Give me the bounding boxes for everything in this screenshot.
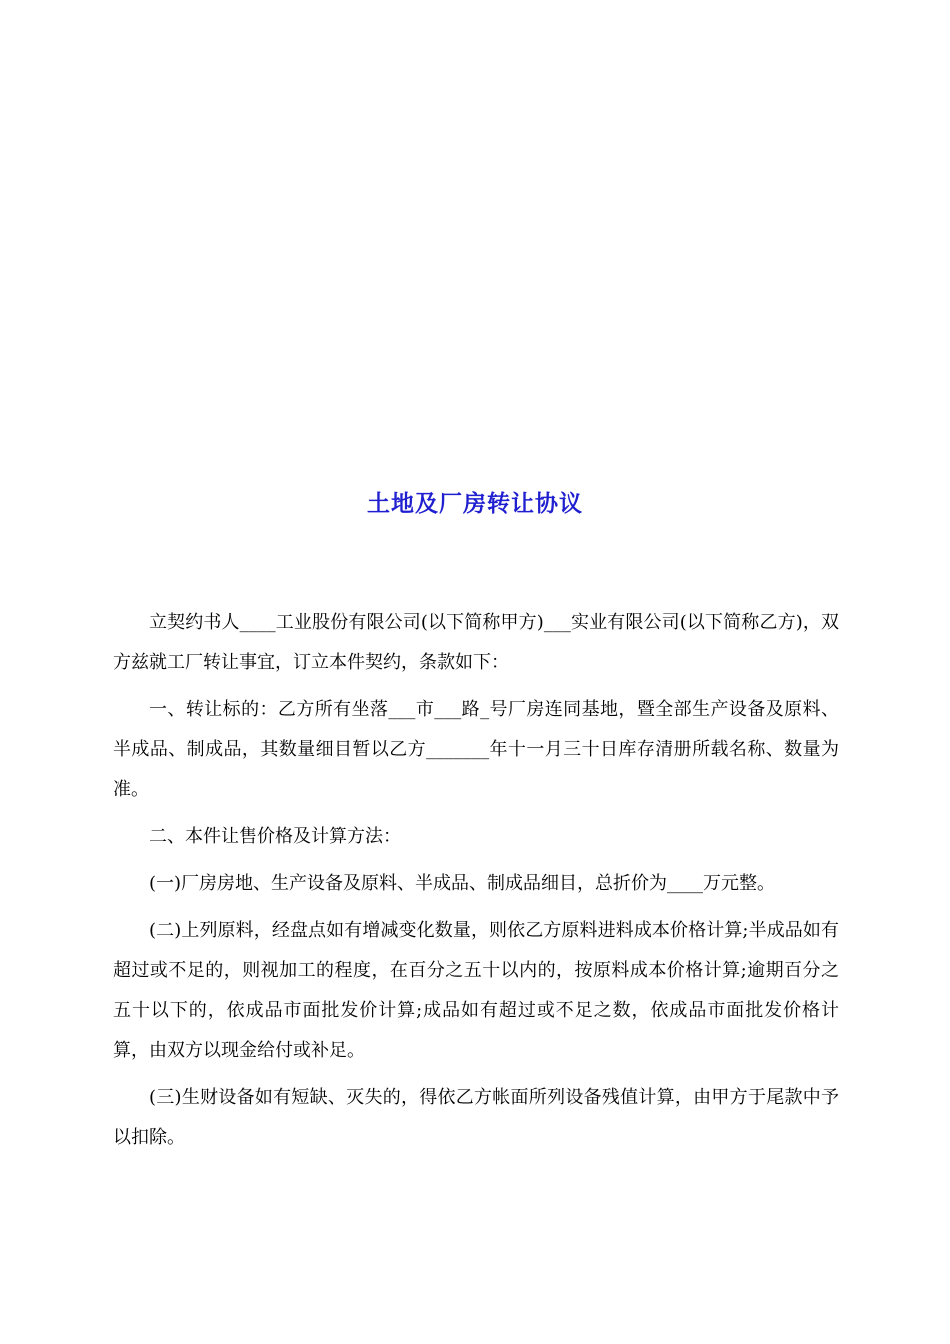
paragraph-clause-1: 一、转让标的：乙方所有坐落___市___路_号厂房连同基地，暨全部生产设备及原料、半成品、制成品，其数量细目暂以乙方_______年十一月三十日库存清册所载名称、数量为准。 <box>113 699 839 800</box>
document-body <box>113 603 839 1165</box>
paragraph-clause-2-2: (二)上列原料，经盘点如有增减变化数量，则依乙方原料进料成本价格计算;半成品如有超过或不足的，则视加工的程度，在百分之五十以内的，按原料成本价格计算;逾期百分之五十以下的，依成品市面批发价计算;成品如有超过或不足之数，依成品市面批发价格计算，由双方以现金给付或补足。 <box>113 920 839 1061</box>
paragraph-clause-2-3: (三)生财设备如有短缺、灭失的，得依乙方帐面所列设备残值计算，由甲方于尾款中予以扣除。 <box>113 1087 839 1148</box>
document-title: 土地及厂房转让协议 <box>367 490 583 517</box>
paragraph-clause-2-1: (一)厂房房地、生产设备及原料、半成品、制成品细目，总折价为____万元整。 <box>149 873 776 894</box>
paragraph-preamble: 立契约书人____工业股份有限公司(以下简称甲方)___实业有限公司(以下简称乙方)，双方兹就工厂转让事宜，订立本件契约，条款如下： <box>113 612 839 673</box>
paragraph-clause-2: 二、本件让售价格及计算方法： <box>149 826 401 847</box>
